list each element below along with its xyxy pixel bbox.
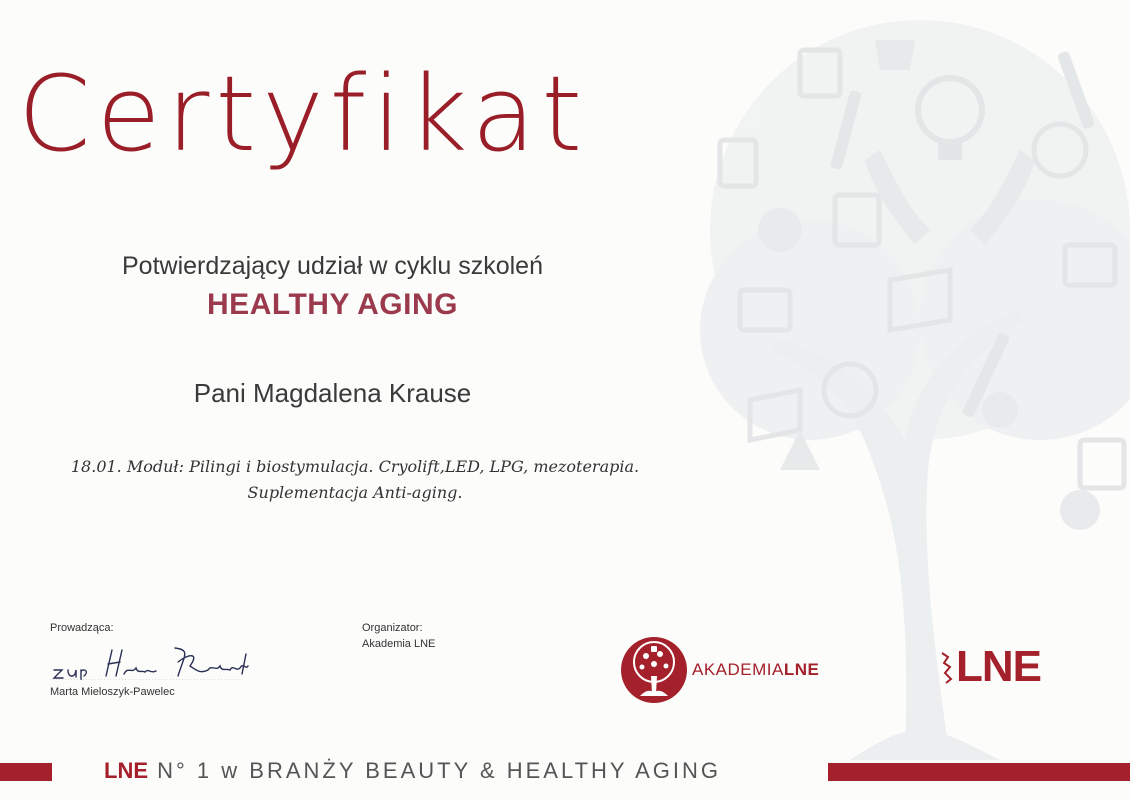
leader-label: Prowadząca: [50,622,114,634]
footer-right-bar [828,763,1130,781]
recipient-name: Pani Magdalena Krause [193,378,472,408]
module-line-2: Suplementacja Anti-aging. [247,483,463,502]
module-description [10,454,700,506]
leader-signature-block [50,622,280,698]
footer-brand: LNE [104,758,148,783]
organizer-block [362,622,435,650]
akademia-prefix: AKADEMIA [692,660,784,679]
handwritten-signature-icon [50,640,250,680]
certificate-subtitle: Potwierdzający udział w cyklu szkoleń [121,252,543,280]
program-name: HEALTHY AGING [207,288,458,321]
akademia-lne-logo [620,635,840,705]
organizer-name: Akademia LNE [362,638,436,650]
lne-wordmark: LNE [956,642,1041,691]
footer-slogan-text: N° 1 w BRANŻY BEAUTY & HEALTHY AGING [157,758,721,783]
akademia-suffix: LNE [783,660,820,679]
leader-name: Marta Mieloszyk-Pawelec [50,686,175,698]
organizer-label: Organizator: [362,622,423,634]
certificate-title: Certyfikat [18,53,589,175]
lne-logo [940,642,1041,692]
lne-mark-icon [940,649,954,685]
module-line-1: 18.01. Moduł: Pilingi i biostymulacja. Cryolift,LED, LPG, mezoterapia. [70,457,640,476]
akademia-wordmark [692,660,819,680]
footer-slogan [104,758,721,784]
tree-emblem-icon [620,636,688,704]
footer-left-bar [0,763,52,781]
